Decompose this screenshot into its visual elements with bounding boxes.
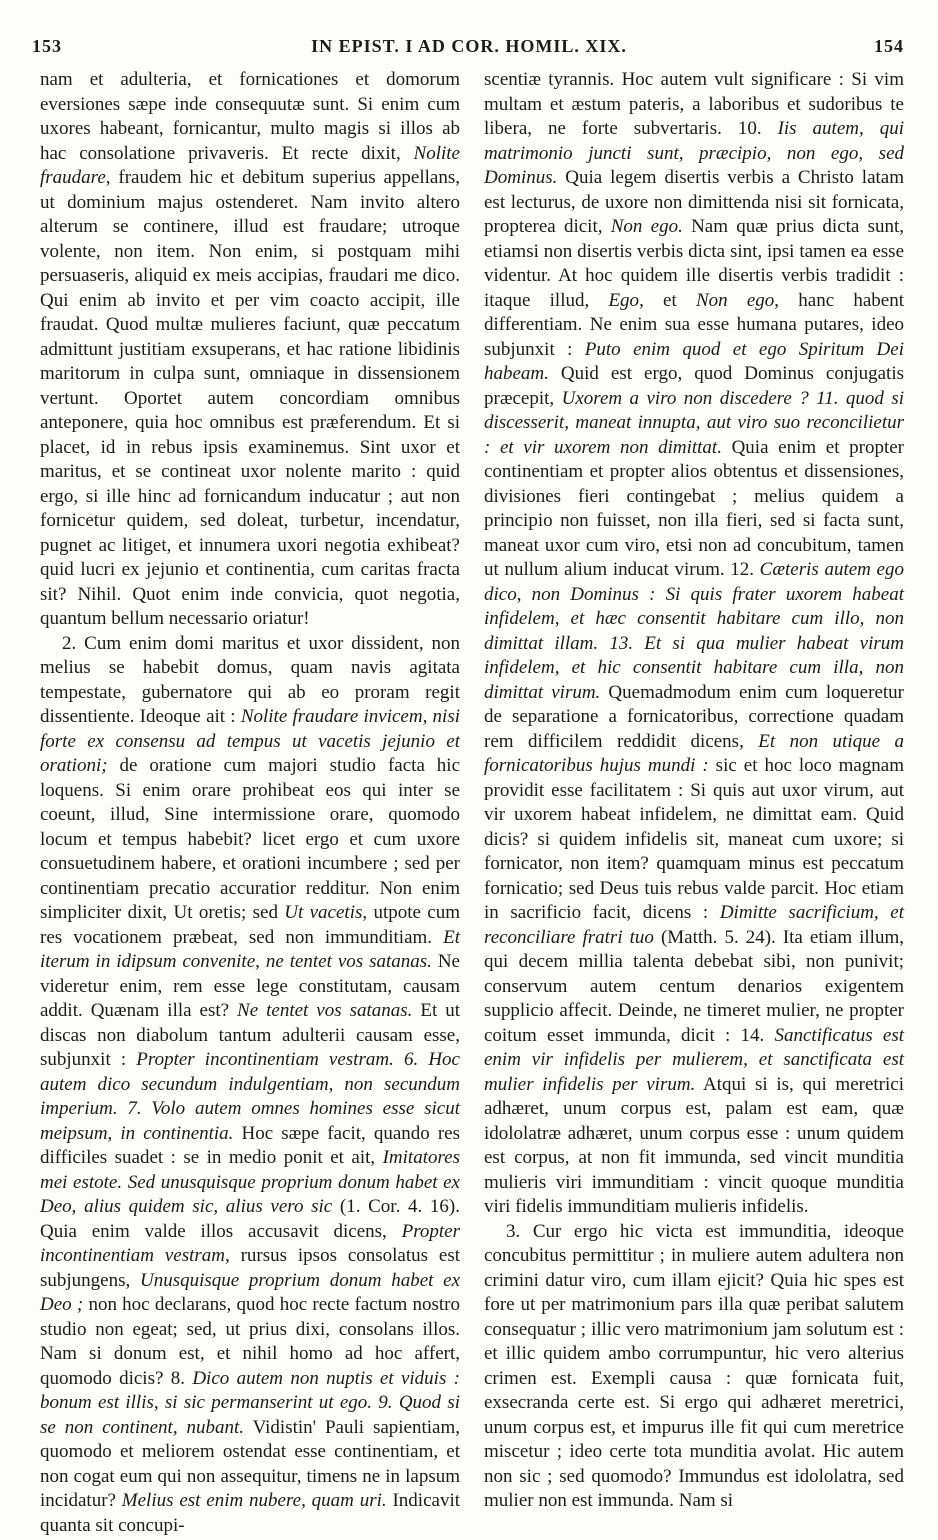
- quotation: Ut vacetis: [284, 902, 363, 923]
- quotation: Puto enim quod et ego Spiritum Dei habeam.: [484, 338, 904, 384]
- text-span: scentiæ tyrannis. Hoc autem vult significare : Si vim multam et æstum pateris, a laboribus et sudoribus te libera, ne forte subvertaris. 10.: [484, 69, 904, 139]
- right-column: [484, 68, 904, 1514]
- text-span: Quia legem disertis verbis a Christo latam est lecturus, de uxore non dimittenda nisi sit fornicata, propterea dicit,: [484, 167, 904, 237]
- paragraph: [40, 68, 460, 632]
- text-span: (Matth. 5. 24). Ita etiam illum, qui decem millia talenta debebat sibi, non punivit; conservum autem centum denarios exigentem supplicio affecit. Deinde, ne timeret mulier, ne propter coitum esset immunda, dicit : 14.: [484, 926, 904, 1046]
- quotation: Propter incontinentiam vestram,: [40, 1220, 460, 1266]
- text-span: Quid est ergo, quod Dominus conjugatis præcepit,: [484, 363, 904, 409]
- text-span: 2. Cum enim domi maritus et uxor dissident, non melius se habebit domus, quam navis agitata tempestate, gubernatore qui ab eo proram regit dissentiente. Ideoque ait :: [40, 632, 460, 727]
- text-span: 3. Cur ergo hic victa est immunditia, ideoque concubitus permittitur ; in muliere autem adultera non crimini datur viro, cum illam ejicit? Quia hic spes est fore ut per matrimonium pars illa quæ peribat salutem consequatur ; illic vero matrimonium jam solutum est : et illic quidem ambo corrumpuntur, hic vero alterius crimen est. Exempli causa : quæ fornicata fuit, exsecranda certe est. Si ergo qui adhæret meretrici, unum corpus est, et impurus ille fit qui cum meretrice miscetur ; ideo certe tota munditia avolat. Hic autem non sic ; sed quomodo? Immundus est idololatra, sed mulier non est immunda. Nam si: [484, 1220, 904, 1511]
- text-span: Quemadmodum enim cum loqueretur de separatione a fornicatoribus, correctione quadam rem difficilem reddidit dicens,: [484, 681, 904, 752]
- quotation: Non ego.: [610, 216, 683, 237]
- paragraph: [484, 68, 904, 1220]
- quotation: Nolite fraudare invicem, nisi forte ex consensu ad tempus ut vacetis jejunio et orationi;: [40, 706, 460, 776]
- text-span: Ne videretur enim, rem esse lege constitutam, causam addit. Quænam illa est?: [40, 951, 460, 1021]
- text-span: , fraudem hic et debitum superius appellans, ut dominium majus ostenderet. Nam invito altero alterum se continere, illud est fraudare; utroque volente, non item. Non enim, si postquam mihi persuaseris, aliquid ex meis accipias, fraudari me dico. Qui enim ab invito et per vim coacto accipit, ille fraudat. Quod multæ mulieres faciunt, quæ peccatum admittunt justitiam exsuperans, et hac ratione libidinis maritorum in culpa sunt, omniaque in dissensionem vertunt. Oportet autem concordiam omnibus anteponere, quia hoc omnibus est præferendum. Et si placet, id in rebus ipsis examinemus. Sint uxor et maritus, et se contineat uxor nolente marito : quid ergo, si ille hinc ad fornicandum inducatur ; aut non fornicetur quidem, sed doleat, turbetur, incendatur, pugnet ac litiget, et innumera uxori negotia exhibeat? quid lucri ex jejunio et continentia, cum caritas fracta sit? Nihil. Quot enim inde convicia, quot negotia, quantum bellum necessario oriatur!: [40, 167, 460, 629]
- quotation: Cæteris autem ego dico, non Dominus : Si quis frater uxorem habeat infidelem, et hæc consentit habitare cum illo, non dimittat illam. 13. Et si qua mulier habeat virum infidelem, et hic consentit habitare cum illa, non dimittat virum.: [484, 559, 904, 703]
- text-span: Hoc sæpe facit, quando res difficiles suadet : se in medio ponit et ait,: [40, 1122, 460, 1168]
- paragraph: [40, 632, 460, 1539]
- quotation: Et iterum in idipsum convenite, ne tentet vos satanas.: [40, 926, 460, 972]
- text-span: Indicavit quanta sit concupi-: [40, 1490, 460, 1536]
- text-span: Vidistin' Pauli sapientiam, quomodo et meliorem ostendat esse continentiam, et non cogat eum qui non assequitur, timens ne in lapsum incidatur?: [40, 1416, 460, 1511]
- text-span: Quia enim et propter continentiam et propter alios obtentus et dissensiones, divisiones fieri contingebat ; melius quidem a principio non fuisset, non illa fieri, sed si facta sunt, maneat uxor cum viro, etsi non ad concubitum, tamen ut nullum alium inducat virum. 12.: [484, 436, 904, 580]
- quotation: Melius est enim nubere, quam uri.: [121, 1490, 387, 1511]
- text-span: Atqui si is, qui meretrici adhæret, unum corpus est, palam est eam, quæ idololatræ adhæret, unum corpus esse : unum quidem est corpus, at non fit immunda, sed vincit munditia mulieris viri immunditiam : vincit quoque munditia viri fidelis immunditiam mulieris infidelis.: [484, 1073, 904, 1217]
- running-title: IN EPIST. I AD COR. HOMIL. XIX.: [311, 36, 627, 56]
- quotation: Et non utique a fornicatoribus hujus mundi :: [484, 730, 904, 776]
- quotation: Dimitte sacrificium, et reconciliare fratri tuo: [484, 902, 904, 948]
- page-number-left: 153: [32, 36, 62, 56]
- text-span: de oratione cum majori studio facta hic loquens. Si enim orare prohibeat eos qui inter se coeunt, illud, Sine intermissione orare, quomodo locum et tempus habebit? licet ergo et cum uxore consuetudinem habere, et orationi incumbere ; sed per continentiam precatio accuratior redditur. Non enim simpliciter dixit, Ut oretis; sed: [40, 755, 460, 923]
- text-span: , et: [639, 289, 696, 311]
- quotation: Imitatores mei estote. Sed unusquisque proprium donum habet ex Deo, alius quidem sic, alius vero sic: [40, 1147, 460, 1217]
- paragraph: [484, 1220, 904, 1514]
- text-span: , utpote cum res vocationem præbeat, sed non immunditiam.: [40, 902, 460, 948]
- quotation: Propter incontinentiam vestram. 6. Hoc autem dico secundum indulgentiam, non secundum imperium. 7. Volo autem omnes homines esse sicut meipsum, in continentia.: [40, 1049, 460, 1144]
- quotation: Non ego: [695, 289, 775, 311]
- text-span: non hoc declarans, quod hoc recte factum nostro studio non egeat; sed, ut prius dixi, consolans illos. Nam si donum est, et nihil homo ad hoc affert, quomodo dicis? 8.: [40, 1294, 461, 1389]
- quotation: Ne tentet vos satanas.: [237, 1000, 413, 1021]
- text-span: , hanc habent differentiam. Ne enim sua esse humana putares, ideo subjunxit :: [484, 289, 904, 360]
- text-span: nam et adulteria, et fornicationes et domorum eversiones sæpe inde consequutæ sunt. Si enim cum uxores habeant, fornicantur, multo magis si illos ab hac consolatione privaveris. Et recte dixit,: [40, 69, 460, 164]
- quotation: Nolite fraudare: [40, 142, 460, 188]
- page-number-right: 154: [874, 36, 904, 56]
- text-span: Nam quæ prius dicta sunt, etiamsi non disertis verbis dicta sint, ipsi tamen ea esse videntur. At hoc quidem ille disertis verbis tradidit : itaque illud,: [484, 216, 904, 311]
- text-span: rursus ipsos consolatus est subjungens,: [40, 1245, 461, 1291]
- text-span: (1. Cor. 4. 16). Quia enim valde illos accusavit dicens,: [40, 1196, 460, 1242]
- quotation: Iis autem, qui matrimonio juncti sunt, præcipio, non ego, sed Dominus.: [484, 118, 904, 188]
- text-span: sic et hoc loco magnam providit esse facilitatem : Si quis aut uxor virum, aut vir uxorem habeat infidelem, ne dimittat eam. Quid dicis? si quidem infidelis sit, maneat cum uxore; si fornicator, non item? quamquam minus est peccatum fornicatio; sed Deus tuis rebus valde parcit. Hoc etiam in sacrificio facit, dicens :: [484, 755, 904, 923]
- quotation: Unusquisque proprium donum habet ex Deo ;: [40, 1269, 461, 1315]
- text-span: Et ut discas non diabolum tantum adulterii causam esse, subjunxit :: [40, 1000, 460, 1070]
- running-header: [28, 36, 910, 66]
- quotation: Sanctificatus est enim vir infidelis per mulierem, et sanctificata est mulier infidelis per virum.: [484, 1024, 904, 1095]
- left-column: [40, 68, 460, 1538]
- quotation: Dico autem non nuptis et viduis : bonum est illis, si sic permanserint ut ego. 9. Quod si se non continent, nubant.: [40, 1367, 460, 1438]
- quotation: Uxorem a viro non discedere ? 11. quod si discesserit, maneat innupta, aut viro suo reconcilietur : et vir uxorem non dimittat.: [484, 387, 904, 458]
- quotation: Ego: [608, 289, 640, 311]
